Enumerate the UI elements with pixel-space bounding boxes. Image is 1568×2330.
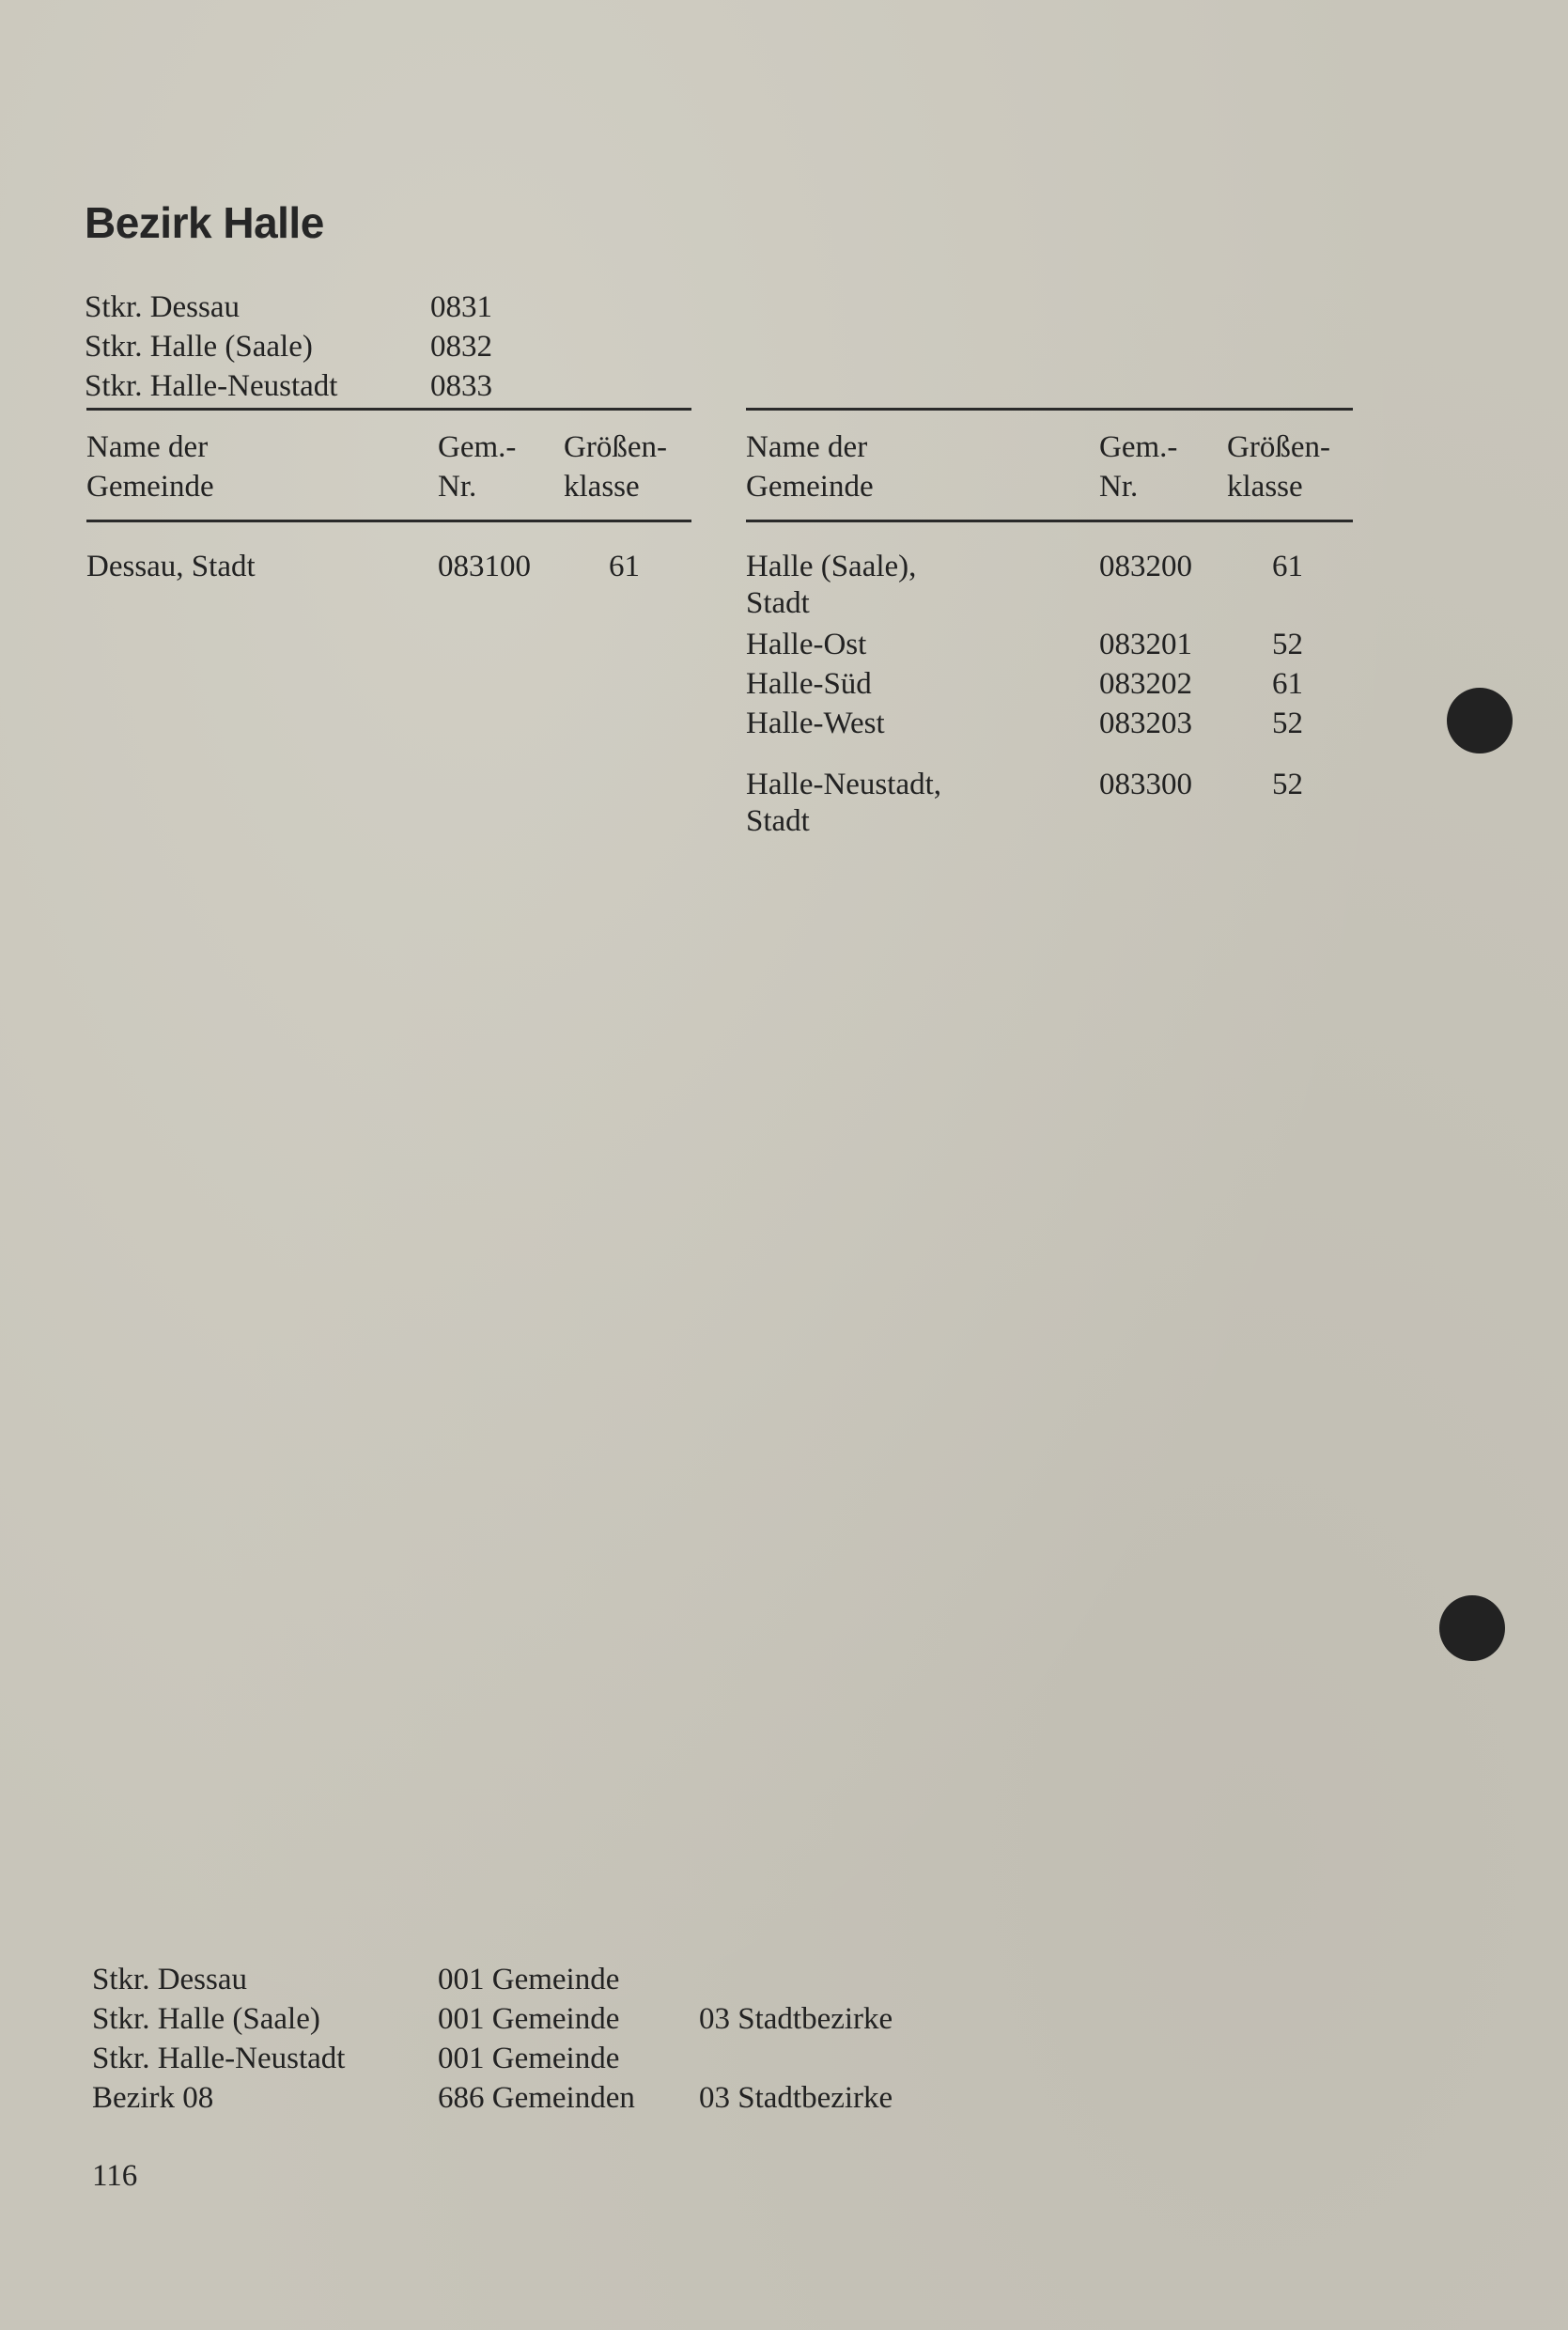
summary-name: Bezirk 08 <box>92 2081 214 2115</box>
table-row-nr: 083203 <box>1099 707 1192 740</box>
right-table-top-rule <box>746 408 1353 411</box>
header-klasse-line1: Größen- <box>1227 430 1330 464</box>
summary-gemeinden: 001 Gemeinde <box>438 1963 620 1996</box>
table-row-nr: 083202 <box>1099 667 1192 701</box>
table-row-nr: 083200 <box>1099 550 1192 583</box>
punch-hole <box>1447 688 1513 753</box>
table-row-name: Halle-Ost <box>746 628 867 661</box>
table-row-name: Halle-West <box>746 707 885 740</box>
header-nr-line1: Gem.- <box>438 430 517 464</box>
table-row-nr: 083201 <box>1099 628 1192 661</box>
header-name-line1: Name der <box>86 430 209 464</box>
page-number: 116 <box>92 2159 138 2193</box>
table-row-name: Halle-Neustadt, <box>746 768 942 801</box>
header-klasse-line1: Größen- <box>564 430 667 464</box>
summary-name: Stkr. Halle (Saale) <box>92 2002 320 2036</box>
header-nr-line1: Gem.- <box>1099 430 1178 464</box>
table-row-klasse: 52 <box>1272 628 1303 661</box>
page-title: Bezirk Halle <box>85 198 324 247</box>
table-row-name: Halle (Saale), <box>746 550 917 583</box>
stadtkreis-name: Stkr. Halle-Neustadt <box>85 369 338 403</box>
table-row-klasse: 52 <box>1272 768 1303 801</box>
table-row-klasse: 52 <box>1272 707 1303 740</box>
stadtkreis-code: 0832 <box>430 330 492 364</box>
table-row-name: Halle-Süd <box>746 667 872 701</box>
stadtkreis-code: 0833 <box>430 369 492 403</box>
table-row-name-cont: Stadt <box>746 586 810 620</box>
table-row-name: Dessau, Stadt <box>86 550 256 583</box>
header-nr-line2: Nr. <box>1099 470 1139 504</box>
summary-gemeinden: 001 Gemeinde <box>438 2042 620 2075</box>
left-table-top-rule <box>86 408 691 411</box>
table-row-klasse: 61 <box>1272 667 1303 701</box>
stadtkreis-name: Stkr. Halle (Saale) <box>85 330 313 364</box>
summary-stadtbezirke: 03 Stadtbezirke <box>699 2081 893 2115</box>
header-name-line2: Gemeinde <box>746 470 874 504</box>
punch-hole <box>1439 1595 1505 1661</box>
header-name-line2: Gemeinde <box>86 470 214 504</box>
right-table-header-rule <box>746 520 1353 522</box>
stadtkreis-code: 0831 <box>430 290 492 324</box>
table-row-klasse: 61 <box>1272 550 1303 583</box>
table-row-nr: 083300 <box>1099 768 1192 801</box>
header-klasse-line2: klasse <box>1227 470 1303 504</box>
left-table-header-rule <box>86 520 691 522</box>
summary-stadtbezirke: 03 Stadtbezirke <box>699 2002 893 2036</box>
summary-name: Stkr. Dessau <box>92 1963 247 1996</box>
stadtkreis-name: Stkr. Dessau <box>85 290 240 324</box>
header-nr-line2: Nr. <box>438 470 477 504</box>
table-row-klasse: 61 <box>609 550 640 583</box>
header-klasse-line2: klasse <box>564 470 640 504</box>
summary-gemeinden: 001 Gemeinde <box>438 2002 620 2036</box>
summary-gemeinden: 686 Gemeinden <box>438 2081 635 2115</box>
table-row-name-cont: Stadt <box>746 804 810 838</box>
header-name-line1: Name der <box>746 430 868 464</box>
summary-name: Stkr. Halle-Neustadt <box>92 2042 346 2075</box>
table-row-nr: 083100 <box>438 550 531 583</box>
